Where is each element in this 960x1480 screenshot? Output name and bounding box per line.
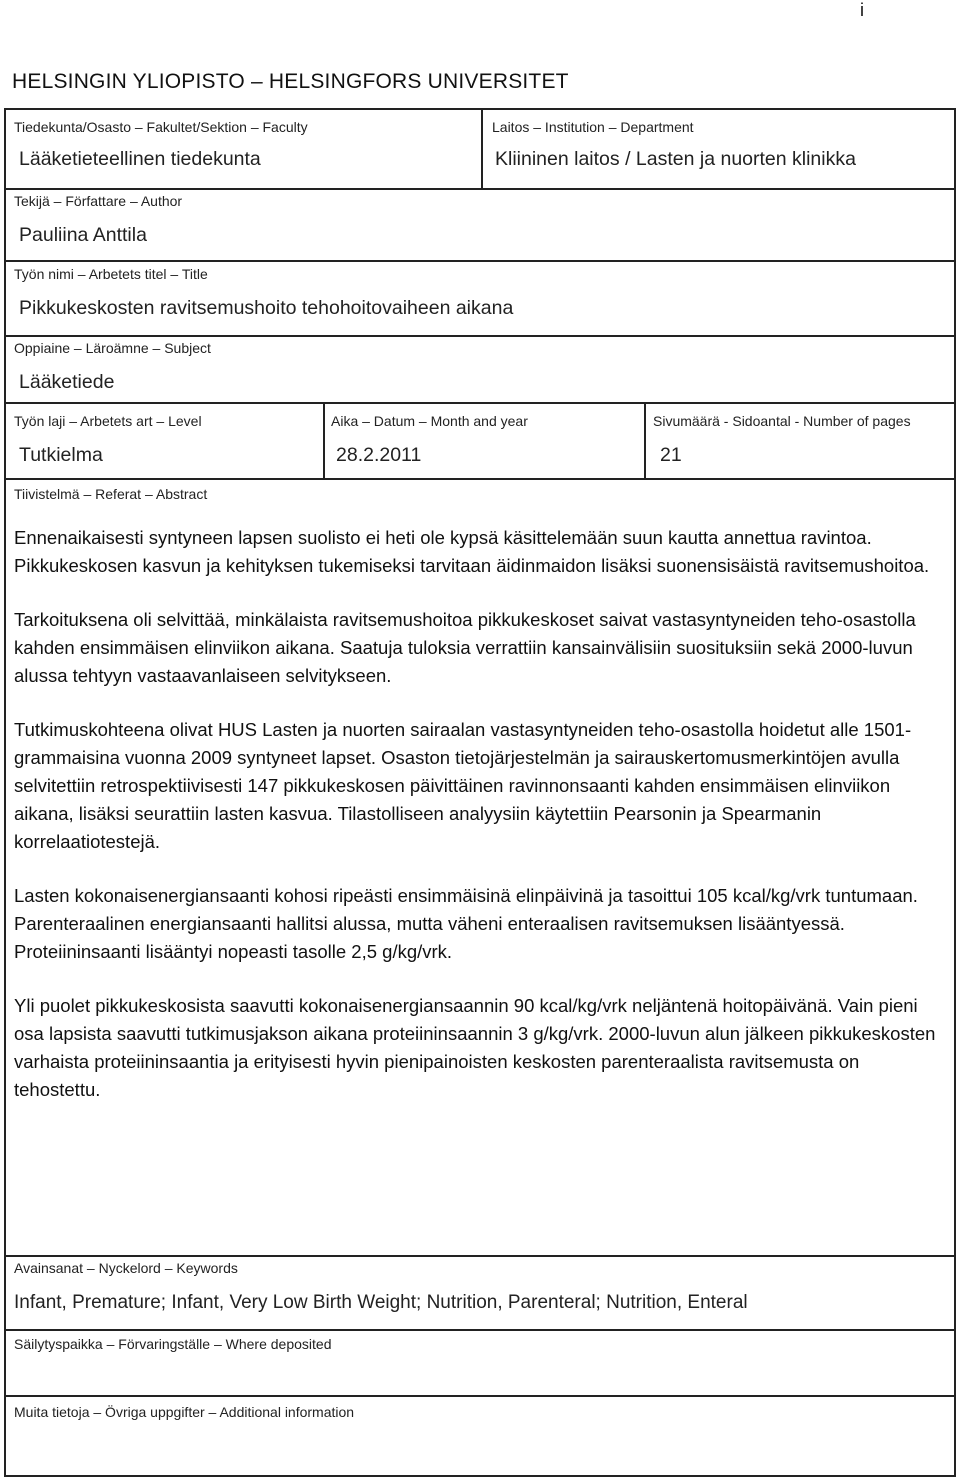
- faculty-label: Tiedekunta/Osasto – Fakultet/Sektion – Faculty: [14, 119, 308, 135]
- keywords-label: Avainsanat – Nyckelord – Keywords: [14, 1260, 238, 1276]
- pages-cell: [644, 404, 954, 478]
- pages-label: Sivumäärä - Sidoantal - Number of pages: [653, 413, 911, 429]
- abstract-label: Tiivistelmä – Referat – Abstract: [14, 486, 208, 502]
- keywords-row: [6, 1257, 954, 1331]
- title-value: Pikkukeskosten ravitsemushoito tehohoitovaiheen aikana: [19, 297, 514, 319]
- pages-value: 21: [660, 444, 682, 466]
- abstract-paragraph-3: Tutkimuskohteena olivat HUS Lasten ja nuorten sairaalan vastasyntyneiden teho-osastolla hoidetut alle 1501-grammaisina vuonna 2009 syntyneet lapset. Osaston tietojärjestelmän ja sairauskertomusmerkintöjen avulla selvitettiin retrospektiivisesti 147 pikkukeskosen päivittäinen ravinnonsaanti kahden ensimmäisen elinviikon aikana, lisäksi seurattiin lasten kasvua. Tilastolliseen analyysiin käytettiin Pearsonin ja Spearmanin korrelaatiotestejä.: [14, 719, 912, 852]
- level-cell: [6, 404, 323, 478]
- keywords-value: Infant, Premature; Infant, Very Low Birth Weight; Nutrition, Parenteral; Nutrition, Enteral: [14, 1292, 748, 1313]
- faculty-cell: [6, 110, 481, 188]
- department-value: Kliininen laitos / Lasten ja nuorten klinikka: [495, 148, 856, 170]
- abstract-paragraph-4: Lasten kokonaisenergiansaanti kohosi ripeästi ensimmäisinä elinpäivinä ja tasoittui 105 kcal/kg/vrk tuntumaan. Parenteraalinen energiansaanti hallitsi alussa, mutta väheni enteraalisen ravitsemuksen lisääntyessä. Proteiininsaanti lisääntyi nopeasti tasolle 2,5 g/kg/vrk.: [14, 885, 918, 962]
- deposited-label: Säilytyspaikka – Förvaringställe – Where deposited: [14, 1336, 332, 1352]
- abstract-paragraph-5: Yli puolet pikkukeskosista saavutti kokonaisenergiansaannin 90 kcal/kg/vrk neljäntenä hoitopäivänä. Vain pieni osa lapsista saavutti tutkimusjakson aikana proteiininsaannin 3 g/kg/vrk. 2000-luvun alun jälkeen pikkukeskosten varhaista proteiininsaantia ja erityisesti hyvin pienipainoisten keskosten parenteraalista ravitsemusta on tehostettu.: [14, 995, 936, 1100]
- abstract-text: [14, 524, 944, 1104]
- department-label: Laitos – Institution – Department: [492, 119, 694, 135]
- date-label: Aika – Datum – Month and year: [331, 413, 528, 429]
- page-number: i: [860, 0, 864, 20]
- level-value: Tutkielma: [19, 444, 103, 466]
- level-date-pages-row: [6, 404, 954, 480]
- author-row: [6, 190, 954, 262]
- abstract-row: [6, 480, 954, 1257]
- thesis-abstract-form: [4, 108, 956, 1477]
- subject-label: Oppiaine – Läroämne – Subject: [14, 340, 211, 356]
- university-heading: HELSINGIN YLIOPISTO – HELSINGFORS UNIVERSITET: [12, 70, 569, 93]
- level-label: Työn laji – Arbetets art – Level: [14, 413, 202, 429]
- additional-label: Muita tietoja – Övriga uppgifter – Additional information: [14, 1404, 355, 1420]
- faculty-value: Lääketieteellinen tiedekunta: [19, 148, 261, 170]
- author-label: Tekijä – Författare – Author: [14, 193, 183, 209]
- abstract-paragraph-2: Tarkoituksena oli selvittää, minkälaista ravitsemushoitoa pikkukeskoset saivat vastasyntyneiden teho-osastolla kahden ensimmäisen elinviikon aikana. Saatuja tuloksia verrattiin kansainvälisiin suosituksiin sekä 2000-luvun alussa tehtyyn vastaavanlaiseen selvitykseen.: [14, 609, 916, 686]
- title-row: [6, 262, 954, 337]
- date-cell: [323, 404, 644, 478]
- department-cell: [481, 110, 954, 188]
- subject-row: [6, 337, 954, 404]
- subject-value: Lääketiede: [19, 371, 115, 393]
- author-value: Pauliina Anttila: [19, 224, 147, 246]
- additional-row: [6, 1397, 954, 1475]
- title-label: Työn nimi – Arbetets titel – Title: [14, 266, 208, 282]
- abstract-paragraph-1: Ennenaikaisesti syntyneen lapsen suolisto ei heti ole kypsä käsittelemään suun kautta annettua ravintoa. Pikkukeskosen kasvun ja kehityksen tukemiseksi tarvitaan äidinmaidon lisäksi suonensisäistä ravitsemushoitoa.: [14, 527, 930, 576]
- faculty-department-row: [6, 110, 954, 190]
- date-value: 28.2.2011: [336, 444, 422, 466]
- deposited-row: [6, 1331, 954, 1397]
